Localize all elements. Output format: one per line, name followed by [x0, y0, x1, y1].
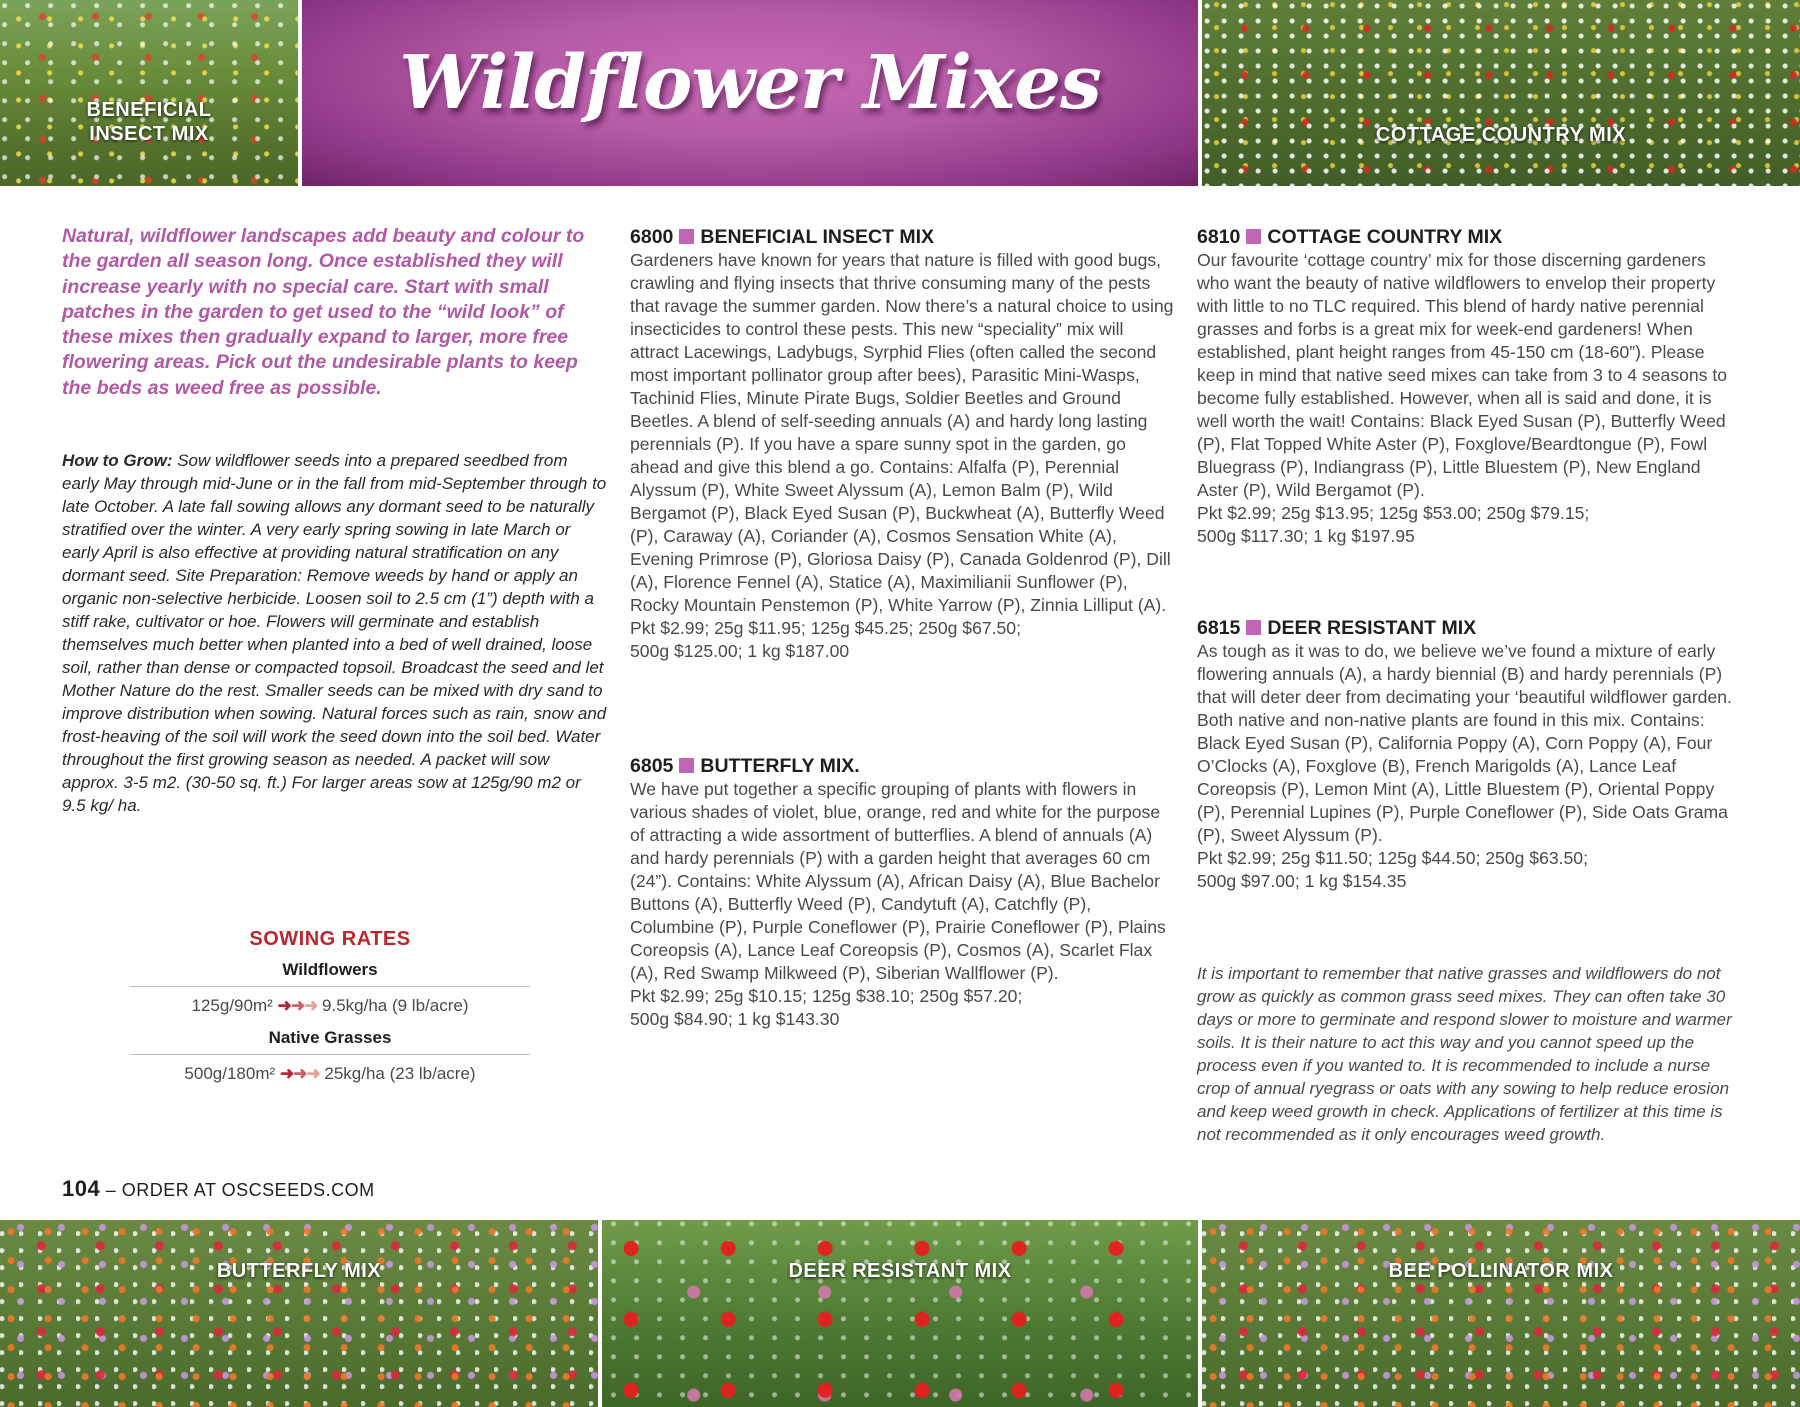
how-to-grow-text: Sow wildflower seeds into a prepared seedbed from early May through mid-June or in the fall from mid-September through to late October. A late fall sowing allows any dormant seed to be naturally stratified over the winter. A very early spring sowing in late March or early April is also effective at providing natural stratification on any dormant seed. Site Preparation: Remove weeds by hand or apply an organic non-selective herbicide. Loosen soil to 2.5 cm (1”) depth with a stiff rake, cultivator or hoe. Flowers will germinate and establish themselves much better when planted into a bed of well drained, loose soil, rather than dense or compacted topsoil. Broadcast the seed and let Mother Nature do the rest. Smaller seeds can be mixed with dry sand to improve distribution when sowing. Natural forces such as rain, snow and frost-heaving of the soil will work the seed down into the soil bed. Water throughout the first growing season as needed. A packet will sow approx. 3-5 m2. (30-50 sq. ft.) For larger areas sow at 125g/90 m2 or 9.5 kg/ ha. [62, 451, 607, 815]
product-price: 500g $84.90; 1 kg $143.30 [630, 1009, 840, 1029]
product-title: 6810 COTTAGE COUNTRY MIX [1197, 226, 1503, 248]
order-link[interactable]: ORDER AT OSCSEEDS.COM [121, 1180, 375, 1200]
photo-label-butterfly: BUTTERFLY MIX [216, 1260, 382, 1282]
page-title: Wildflower Mixes [399, 40, 1101, 126]
photo-butterfly-mix [0, 1220, 598, 1407]
how-to-grow-label: How to Grow: [62, 451, 173, 470]
product-6800 [630, 225, 1175, 663]
photo-label-cottage-country: COTTAGE COUNTRY MIX [1375, 124, 1627, 146]
product-6810 [1197, 225, 1742, 548]
photo-label-deer-resistant: DEER RESISTANT MIX [788, 1260, 1012, 1282]
sowing-rate-row: 500g/180m² ➜➜➜ 25kg/ha (23 lb/acre) [184, 1064, 476, 1083]
photo-label-beneficial-insect: BENEFICIAL INSECT MIX [86, 99, 212, 145]
page-number: 104 [62, 1176, 101, 1201]
product-price: 500g $117.30; 1 kg $197.95 [1197, 526, 1415, 546]
arrows-icon: ➜➜➜ [279, 1064, 320, 1083]
page-footer [62, 1176, 375, 1202]
product-price: 500g $97.00; 1 kg $154.35 [1197, 871, 1407, 891]
how-to-grow [62, 449, 607, 817]
sowing-group-name: Wildflowers [130, 960, 530, 987]
product-price: Pkt $2.99; 25g $11.50; 125g $44.50; 250g $63.50; [1197, 848, 1588, 868]
sowing-rate-row: 125g/90m² ➜➜➜ 9.5kg/ha (9 lb/acre) [191, 996, 469, 1015]
square-bullet-icon [679, 229, 694, 244]
sowing-rates-title: SOWING RATES [249, 928, 411, 950]
footer-separator: – [105, 1180, 117, 1200]
product-description: Our favourite ‘cottage country’ mix for those discerning gardeners who want the beauty of native wildflowers to envelop their property with little to no TLC required. This blend of hardy native perennial grasses and forbs is a great mix for week-end gardeners! When established, plant height ranges from 45-150 cm (18-60”). Please keep in mind that native seed mixes can take from 3 to 4 seasons to become fully established. However, when all is said and done, it is well worth the wait! Contains: Black Eyed Susan (P), Butterfly Weed (P), Flat Topped White Aster (P), Foxglove/Beardtongue (P), Fowl Bluegrass (P), Indiangrass (P), Little Bluestem (P), New England Aster (P), Wild Bergamot (P). [1197, 250, 1728, 500]
square-bullet-icon [1246, 620, 1261, 635]
product-price: Pkt $2.99; 25g $11.95; 125g $45.25; 250g $67.50; [630, 618, 1021, 638]
product-title: 6800 BENEFICIAL INSECT MIX [630, 226, 935, 248]
product-description: As tough as it was to do, we believe we’ve found a mixture of early flowering annuals (A), a hardy biennial (B) and hardy perennials (P) that will deter deer from decimating your ‘beautiful wildflower garden. Both native and non-native plants are found in this mix. Contains: Black Eyed Susan (P), California Poppy (A), Corn Poppy (A), Four O’Clocks (A), Foxglove (B), French Marigolds (A), Lance Leaf Coreopsis (P), Lemon Mint (A), Little Bluestem (P), Oriental Poppy (P), Perennial Lupines (P), Purple Coneflower (P), Side Oats Grama (P), Sweet Alyssum (P). [1197, 641, 1732, 845]
photo-deer-resistant-mix [602, 1220, 1198, 1407]
photo-label-bee-pollinator: BEE POLLINATOR MIX [1388, 1260, 1614, 1282]
title-banner [302, 0, 1198, 186]
square-bullet-icon [679, 758, 694, 773]
product-6815 [1197, 616, 1742, 893]
product-description: We have put together a specific grouping of plants with flowers in various shades of violet, blue, orange, red and white for the purpose of attracting a wide assortment of butterflies. A blend of annuals (A) and hardy perennials (P) with a garden height that averages 60 cm (24”). Contains: White Alyssum (A), African Daisy (A), Blue Bachelor Buttons (A), Butterfly Weed (P), Candytuft (A), Catchfly (P), Columbine (P), Purple Coneflower (P), Prairie Coneflower (P), Plains Coreopsis (A), Lance Leaf Coreopsis (P), Cosmos (A), Scarlet Flax (A), Red Swamp Milkweed (P), Siberian Wallflower (P). [630, 779, 1166, 983]
sowing-rates [110, 928, 550, 1096]
product-title: 6805 BUTTERFLY MIX. [630, 755, 860, 777]
product-price: Pkt $2.99; 25g $10.15; 125g $38.10; 250g $57.20; [630, 986, 1023, 1006]
product-title: 6815 DEER RESISTANT MIX [1197, 617, 1477, 639]
photo-cottage-country-mix [1202, 0, 1800, 186]
intro-text: Natural, wildflower landscapes add beauty and colour to the garden all season long. Once established they will increase yearly with no special care. Start with small patches in the garden to get used to the “wild look” of these mixes then gradually expand to larger, more free flowering areas. Pick out the undesirable plants to keep the beds as weed free as possible. [62, 225, 585, 399]
photo-bee-pollinator-mix [1202, 1220, 1800, 1407]
product-price: 500g $125.00; 1 kg $187.00 [630, 641, 850, 661]
product-description: Gardeners have known for years that nature is filled with good bugs, crawling and flying insects that thrive consuming many of the pests that ravage the summer garden. Now there’s a natural choice to using insecticides to control these pests. This new “speciality” mix will attract Lacewings, Ladybugs, Syrphid Flies (often called the second most important pollinator group after bees), Parasitic Mini-Wasps, Tachinid Flies, Minute Pirate Bugs, Soldier Beetles and Ground Beetles. A blend of self-seeding annuals (A) and hardy long lasting perennials (P). If you have a spare sunny spot in the garden, go ahead and give this blend a go. Contains: Alfalfa (P), Perennial Alyssum (P), White Sweet Alyssum (A), Lemon Balm (P), Wild Bergamot (P), Black Eyed Susan (P), Buckwheat (A), Butterfly Weed (P), Caraway (A), Coriander (A), Cosmos Sensation White (A), Evening Primrose (P), Gloriosa Daisy (P), Canada Goldenrod (P), Dill (A), Florence Fennel (A), Statice (A), Maximilianii Sunflower (P), Rocky Mountain Penstemon (P), White Yarrow (P), Zinnia Lilliput (A). [630, 250, 1174, 615]
product-price: Pkt $2.99; 25g $13.95; 125g $53.00; 250g $79.15; [1197, 503, 1590, 523]
product-6805 [630, 754, 1175, 1031]
square-bullet-icon [1246, 229, 1261, 244]
growth-note: It is important to remember that native grasses and wildflowers do not grow as quickly as common grass seed mixes. They can often take 30 days or more to germinate and respond slower to moisture and warmer soils. It is their nature to act this way and you cannot speed up the process even if you wanted to. It is recommended to include a nurse crop of annual ryegrass or oats with any sowing to help reduce erosion and keep weed growth in check. Applications of fertilizer at this time is not recommended as it only encourages weed growth. [1197, 964, 1732, 1144]
arrows-icon: ➜➜➜ [277, 996, 318, 1015]
sowing-group-name: Native Grasses [130, 1028, 530, 1055]
photo-beneficial-insect-mix [0, 0, 298, 186]
